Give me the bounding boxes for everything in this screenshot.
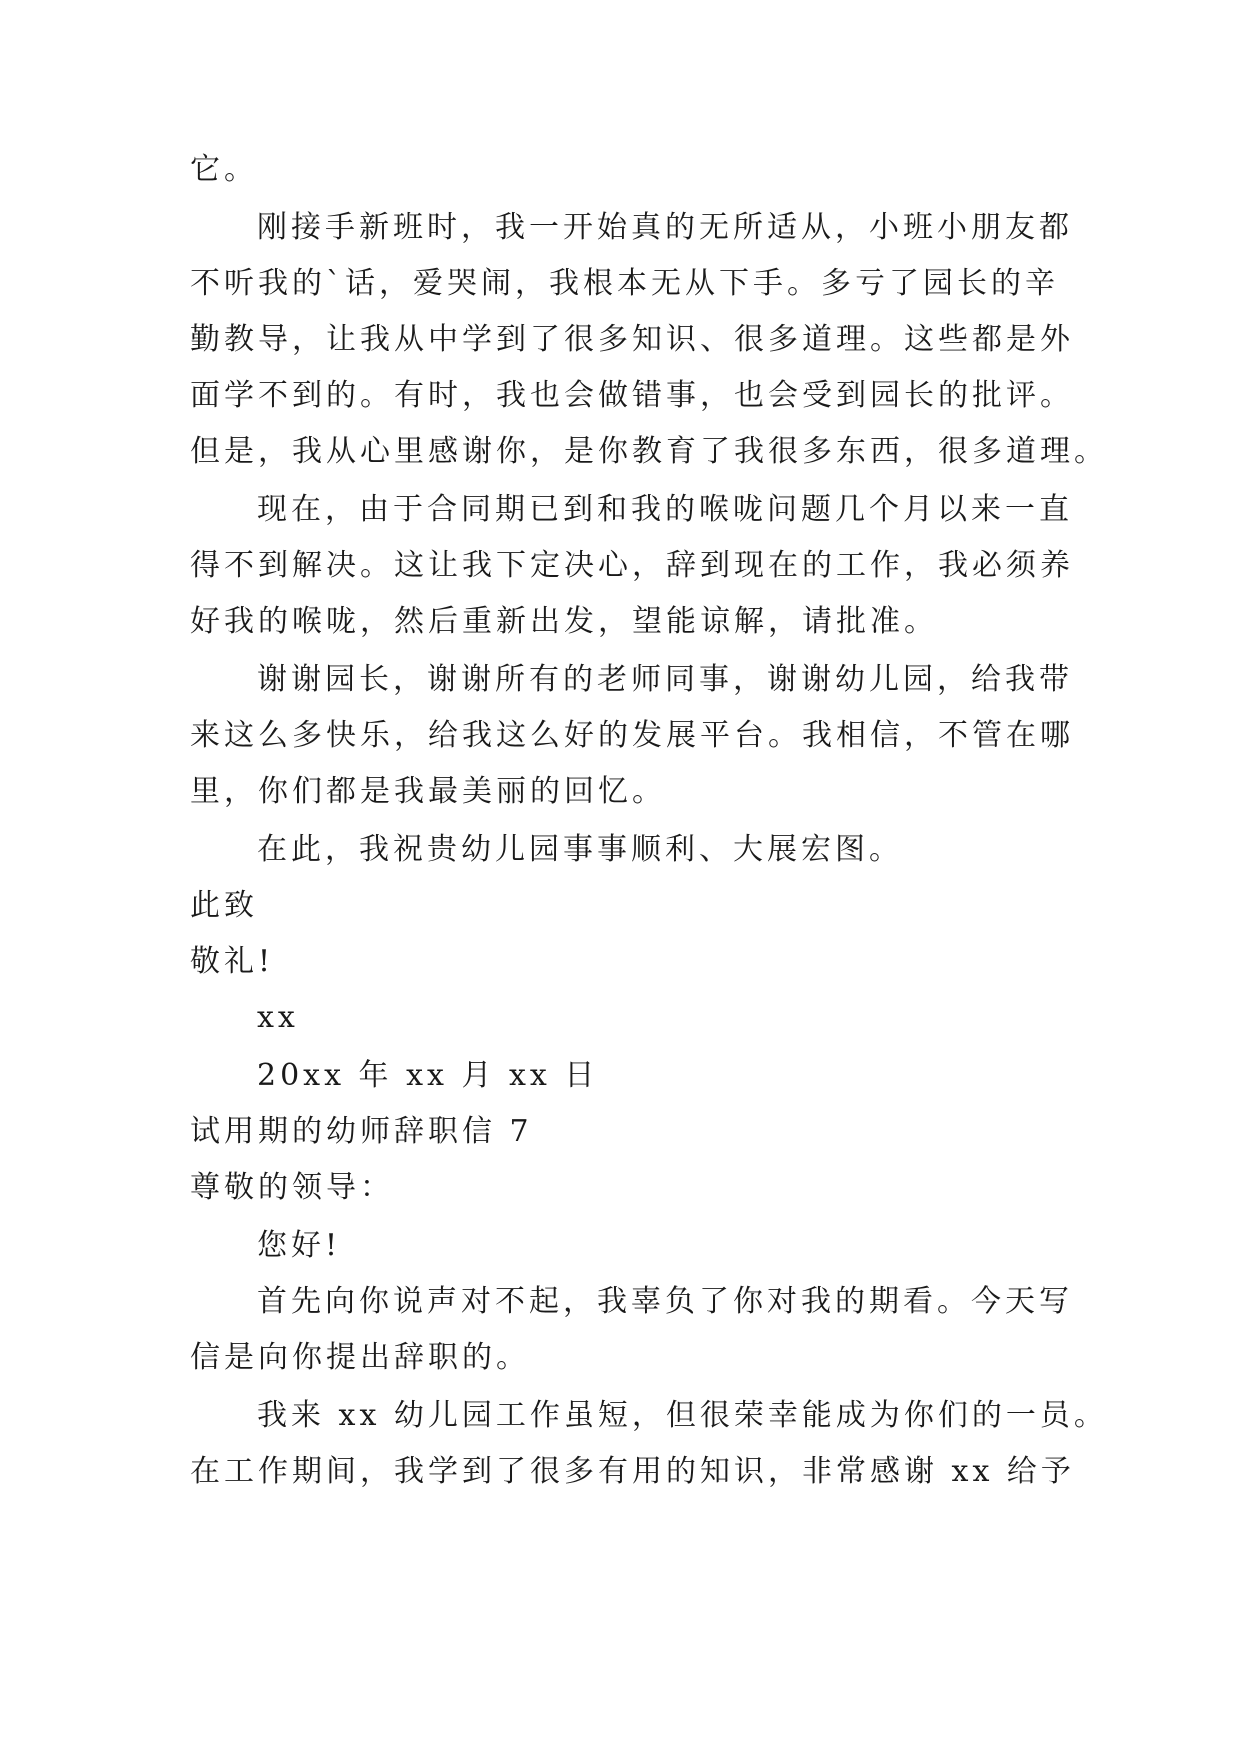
paragraph-start: 首先向你说声对不起，我辜负了你对我的期看。今天写: [257, 1284, 1073, 1319]
text-line: 面学不到的。有时，我也会做错事，也会受到园长的批评。: [190, 378, 1074, 413]
text-line: 但是，我从心里感谢你，是你教育了我很多东西，很多道理。: [190, 434, 1108, 469]
text-line: 信是向你提出辞职的。: [190, 1340, 530, 1375]
section-title: 试用期的幼师辞职信 7: [190, 1114, 533, 1149]
signature-name: xx: [257, 1000, 299, 1035]
paragraph-start: 刚接手新班时，我一开始真的无所适从，小班小朋友都: [257, 210, 1073, 245]
salutation: 尊敬的领导：: [190, 1170, 394, 1205]
paragraph-start: 我来 xx 幼儿园工作虽短，但很荣幸能成为你们的一员。: [257, 1398, 1108, 1433]
text-line: 得不到解决。这让我下定决心，辞到现在的工作，我必须养: [190, 548, 1074, 583]
text-line: 里，你们都是我最美丽的回忆。: [190, 774, 666, 809]
text-line: 好我的喉咙，然后重新出发，望能谅解，请批准。: [190, 604, 938, 639]
text-line: 勤教导，让我从中学到了很多知识、很多道理。这些都是外: [190, 322, 1074, 357]
paragraph-start: 现在，由于合同期已到和我的喉咙问题几个月以来一直: [257, 492, 1073, 527]
closing-phrase: 此致: [190, 888, 258, 923]
paragraph-start: 谢谢园长，谢谢所有的老师同事，谢谢幼儿园，给我带: [257, 662, 1073, 697]
greeting: 您好!: [257, 1228, 342, 1263]
signature-date: 20xx 年 xx 月 xx 日: [257, 1058, 599, 1093]
closing-salute: 敬礼!: [190, 944, 275, 979]
text-line: 它。: [190, 152, 258, 187]
text-line: 在工作期间，我学到了很多有用的知识，非常感谢 xx 给予: [190, 1454, 1075, 1489]
text-line: 不听我的`话，爱哭闹，我根本无从下手。多亏了园长的辛: [190, 266, 1059, 301]
paragraph-start: 在此，我祝贵幼儿园事事顺利、大展宏图。: [257, 832, 903, 867]
text-line: 来这么多快乐，给我这么好的发展平台。我相信，不管在哪: [190, 718, 1074, 753]
